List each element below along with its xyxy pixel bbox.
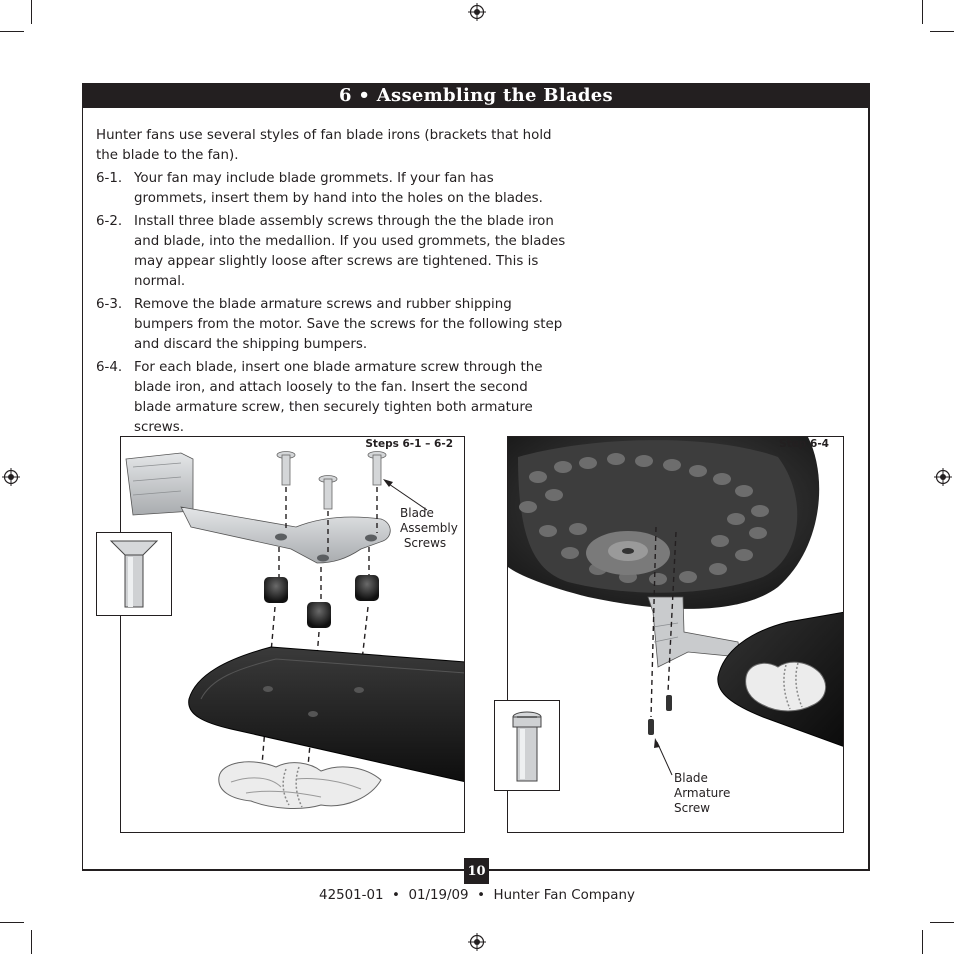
crop-mark-bl-h xyxy=(0,922,24,923)
blade-iron-assembly-illustration xyxy=(121,437,465,833)
crop-mark-tr-v xyxy=(922,0,923,24)
blade-assembly-screw-icon xyxy=(97,533,171,615)
callout-blade-assembly-screws xyxy=(400,506,458,551)
registration-mark-left-icon xyxy=(2,468,20,486)
callout-line: Screws xyxy=(400,536,447,550)
screw-inset-left xyxy=(96,532,172,616)
crop-mark-tr-h xyxy=(930,31,954,32)
step-6-1 xyxy=(96,169,566,209)
crop-mark-tl-v xyxy=(31,0,32,24)
section-title: 6 • Assembling the Blades xyxy=(338,85,613,106)
callout-line: Blade xyxy=(674,771,708,785)
figure-steps-6-1-6-2 xyxy=(120,436,465,833)
step-number: 6-4. xyxy=(96,360,123,375)
step-number: 6-2. xyxy=(96,214,123,229)
registration-mark-right-icon xyxy=(934,468,952,486)
figure-label-right: Step 6-4 xyxy=(779,438,829,450)
step-text: Remove the blade armature screws and rubber shipping bumpers from the motor. Save the screws for the following step and discard the shipping bumpers. xyxy=(134,297,563,352)
callout-line: Screw xyxy=(674,801,711,815)
step-text: For each blade, insert one blade armature screw through the blade iron, and attach loosely to the fan. Insert the second blade armature screw, then securely tighten both armature screws. xyxy=(134,360,543,435)
step-number: 6-3. xyxy=(96,297,123,312)
callout-blade-armature-screw xyxy=(674,771,730,816)
page-number: 10 xyxy=(464,858,489,884)
step-text: Install three blade assembly screws through the the blade iron and blade, into the medallion. If you used grommets, the blades may appear slightly loose after screws are tightened. This is normal. xyxy=(134,214,566,289)
step-6-2 xyxy=(96,212,566,292)
footer: 42501-01 • 01/19/09 • Hunter Fan Company xyxy=(319,888,635,903)
step-6-4 xyxy=(96,358,566,438)
step-number: 6-1. xyxy=(96,171,123,186)
callout-line: Blade xyxy=(400,506,434,520)
section-title-bar xyxy=(82,83,870,108)
figure-label-left: Steps 6-1 – 6-2 xyxy=(365,438,453,450)
registration-mark-top-icon xyxy=(468,3,486,21)
crop-mark-tl-h xyxy=(0,31,24,32)
screw-inset-right xyxy=(494,700,560,791)
callout-line: Armature xyxy=(674,786,731,800)
crop-mark-bl-v xyxy=(31,930,32,954)
registration-mark-bottom-icon xyxy=(468,933,486,951)
step-6-3 xyxy=(96,295,566,355)
instructions xyxy=(96,126,566,441)
callout-line: Assembly xyxy=(400,521,458,535)
intro-paragraph: Hunter fans use several styles of fan blade irons (brackets that hold the blade to the fan). xyxy=(96,128,552,163)
blade-armature-screw-icon xyxy=(495,701,559,790)
blade-assembly-screw xyxy=(277,452,386,510)
crop-mark-br-h xyxy=(930,922,954,923)
step-text: Your fan may include blade grommets. If your fan has grommets, insert them by hand into the holes on the blades. xyxy=(134,171,543,206)
crop-mark-br-v xyxy=(922,930,923,954)
